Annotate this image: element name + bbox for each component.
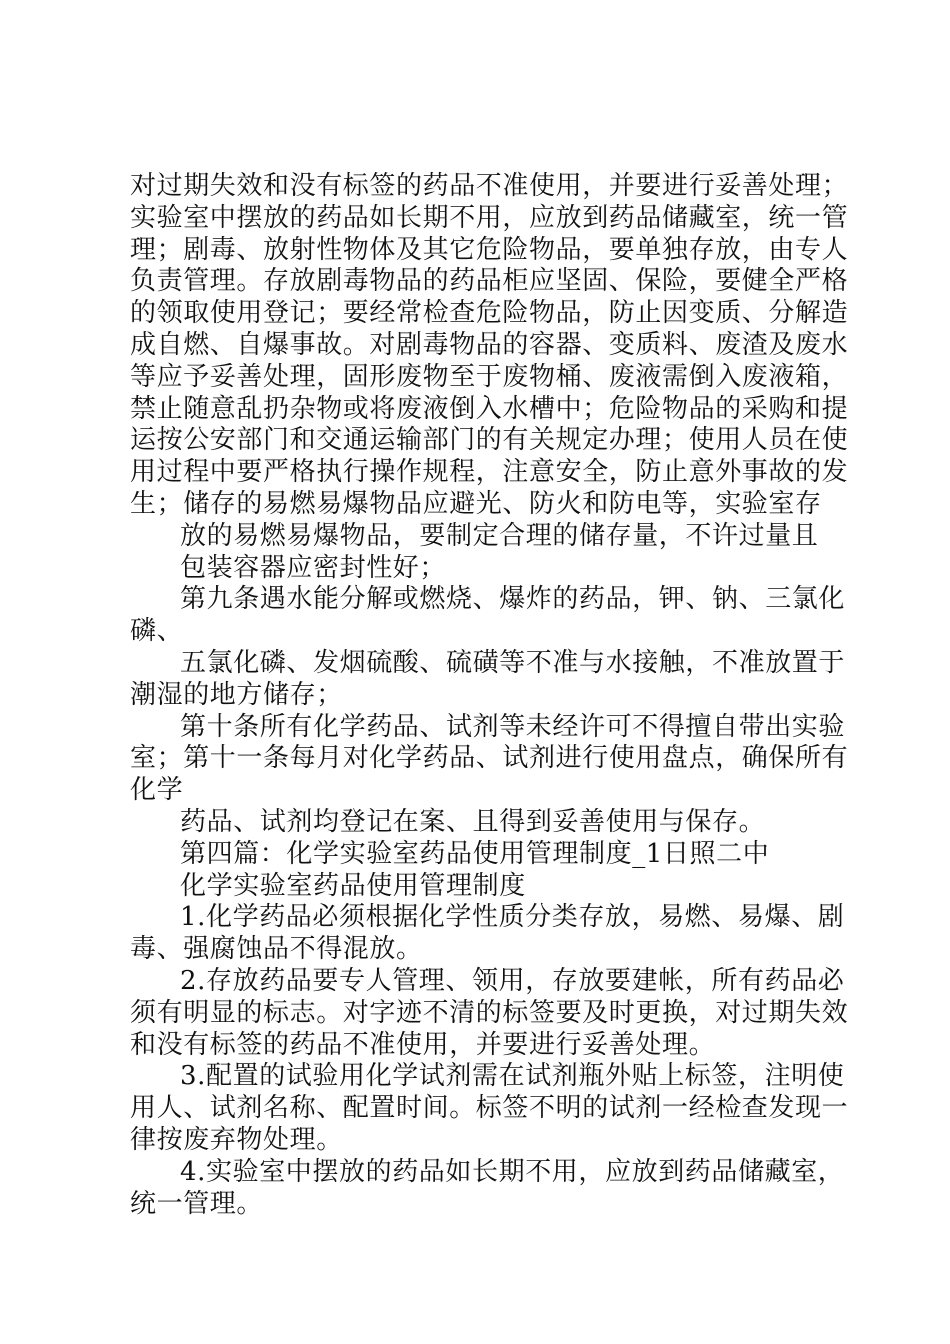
text-line: 潮湿的地方储存；: [130, 679, 343, 710]
text-line: 须有明显的标志。对字迹不清的标签要及时更换，对过期失效: [130, 997, 849, 1028]
text-line: 2.存放药品要专人管理、领用，存放要建帐，所有药品必: [180, 965, 845, 996]
text-line: 等应予妥善处理，固形废物至于废物桶、废液需倒入废液箱，: [130, 361, 849, 392]
text-line: 律按废弃物处理。: [130, 1124, 343, 1155]
text-line: 生；储存的易燃易爆物品应避光、防火和防电等，实验室存: [130, 488, 822, 519]
text-line: 第十条所有化学药品、试剂等未经许可不得擅自带出实验: [180, 711, 846, 742]
text-line: 毒、强腐蚀品不得混放。: [130, 934, 423, 965]
text-line: 第四篇：化学实验室药品使用管理制度_1日照二中: [180, 838, 770, 869]
text-line: 室；第十一条每月对化学药品、试剂进行使用盘点，确保所有: [130, 743, 849, 774]
text-line: 负责管理。存放剧毒物品的药品柜应坚固、保险，要健全严格: [130, 266, 849, 297]
text-line: 运按公安部门和交通运输部门的有关规定办理；使用人员在使: [130, 425, 849, 456]
text-line: 理；剧毒、放射性物体及其它危险物品，要单独存放，由专人: [130, 234, 849, 265]
text-line: 五氯化磷、发烟硫酸、硫磺等不准与水接触，不准放置于: [180, 647, 846, 678]
text-line: 用人、试剂名称、配置时间。标签不明的试剂一经检查发现一: [130, 1093, 849, 1124]
text-line: 成自燃、自爆事故。对剧毒物品的容器、变质料、废渣及废水: [130, 329, 849, 360]
text-line: 4.实验室中摆放的药品如长期不用，应放到药品储藏室，: [180, 1156, 845, 1187]
text-line: 1.化学药品必须根据化学性质分类存放，易燃、易爆、剧: [180, 902, 845, 933]
text-line: 放的易燃易爆物品，要制定合理的储存量，不许过量且: [180, 520, 819, 551]
text-line: 实验室中摆放的药品如长期不用，应放到药品储藏室，统一管: [130, 202, 849, 233]
text-line: 化学实验室药品使用管理制度: [180, 870, 526, 901]
text-line: 统一管理。: [130, 1188, 264, 1219]
text-line: 第九条遇水能分解或燃烧、爆炸的药品，钾、钠、三氯化: [180, 584, 846, 615]
text-line: 禁止随意乱扔杂物或将废液倒入水槽中；危险物品的采购和提: [130, 393, 849, 424]
text-line: 对过期失效和没有标签的药品不准使用，并要进行妥善处理；: [130, 171, 849, 201]
text-line: 药品、试剂均登记在案、且得到妥善使用与保存。: [180, 806, 766, 837]
text-line: 磷、: [130, 616, 184, 647]
text-line: 包装容器应密封性好；: [180, 552, 447, 583]
text-line: 和没有标签的药品不准使用，并要进行妥善处理。: [130, 1029, 716, 1060]
text-line: 用过程中要严格执行操作规程，注意安全，防止意外事故的发: [130, 457, 849, 488]
document-body: [130, 171, 849, 1220]
text-line: 3.配置的试验用化学试剂需在试剂瓶外贴上标签，注明使: [180, 1061, 845, 1092]
text-line: 的领取使用登记；要经常检查危险物品，防止因变质、分解造: [130, 298, 849, 329]
text-line: 化学: [130, 775, 184, 806]
